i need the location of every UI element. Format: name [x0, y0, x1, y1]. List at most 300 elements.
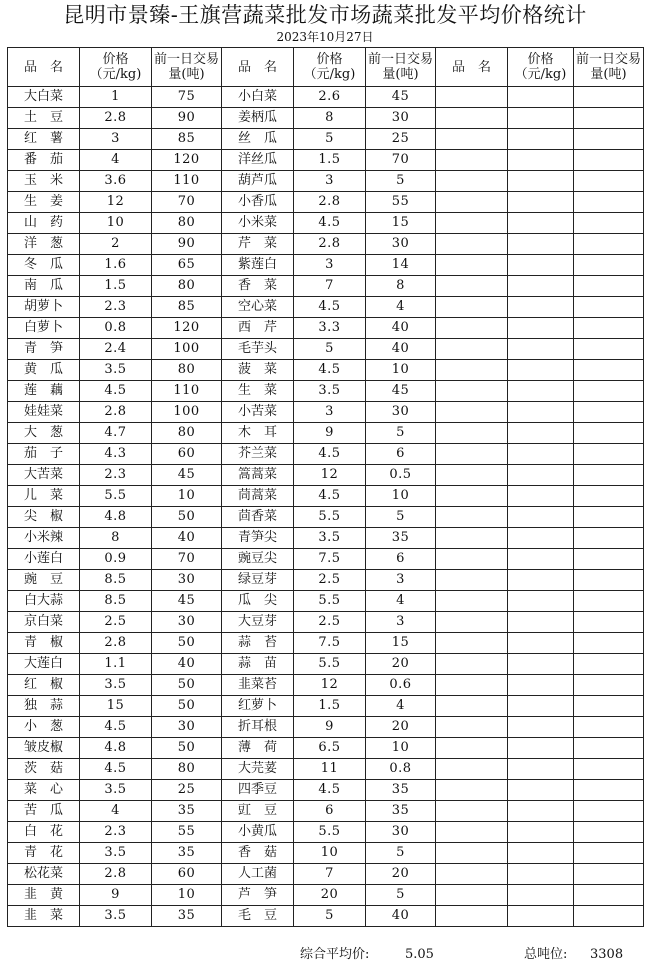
cell-vegetable-name: 毛芋头 — [222, 339, 294, 360]
table-row — [8, 423, 644, 444]
table-row — [8, 150, 644, 171]
cell-vegetable-name — [436, 696, 508, 717]
cell-vegetable-name: 白 花 — [8, 822, 80, 843]
cell-volume — [574, 822, 644, 843]
cell-price: 3.5 — [80, 360, 152, 381]
cell-price — [508, 654, 574, 675]
cell-vegetable-name — [436, 612, 508, 633]
cell-price — [508, 171, 574, 192]
cell-volume: 0.8 — [366, 759, 436, 780]
cell-vegetable-name: 韭菜苔 — [222, 675, 294, 696]
cell-price: 2 — [80, 234, 152, 255]
cell-volume: 45 — [152, 591, 222, 612]
cell-vegetable-name: 折耳根 — [222, 717, 294, 738]
cell-price: 3 — [294, 171, 366, 192]
cell-vegetable-name — [436, 150, 508, 171]
cell-vegetable-name — [436, 423, 508, 444]
cell-price — [508, 255, 574, 276]
cell-volume — [574, 528, 644, 549]
cell-volume — [574, 864, 644, 885]
cell-volume: 55 — [366, 192, 436, 213]
cell-volume: 10 — [366, 738, 436, 759]
table-row — [8, 507, 644, 528]
cell-price: 12 — [80, 192, 152, 213]
cell-volume: 5 — [366, 171, 436, 192]
table-row — [8, 549, 644, 570]
cell-volume — [574, 150, 644, 171]
cell-price — [508, 759, 574, 780]
cell-price — [508, 780, 574, 801]
cell-price — [508, 633, 574, 654]
cell-volume: 90 — [152, 234, 222, 255]
cell-price: 4.5 — [294, 297, 366, 318]
table-row — [8, 255, 644, 276]
cell-price: 3.3 — [294, 318, 366, 339]
cell-vegetable-name — [436, 108, 508, 129]
cell-vegetable-name: 小米菜 — [222, 213, 294, 234]
cell-price: 3.5 — [80, 906, 152, 927]
cell-vegetable-name: 大白菜 — [8, 87, 80, 108]
header-price: 价格（元/kg) — [80, 48, 152, 87]
table-row — [8, 696, 644, 717]
cell-vegetable-name: 洋 葱 — [8, 234, 80, 255]
cell-volume: 65 — [152, 255, 222, 276]
cell-vegetable-name: 豌 豆 — [8, 570, 80, 591]
cell-vegetable-name: 独 蒜 — [8, 696, 80, 717]
cell-vegetable-name — [436, 192, 508, 213]
cell-price — [508, 696, 574, 717]
cell-price: 3 — [294, 402, 366, 423]
table-row — [8, 297, 644, 318]
cell-price: 10 — [80, 213, 152, 234]
table-row — [8, 717, 644, 738]
cell-price: 1.5 — [80, 276, 152, 297]
cell-volume — [574, 801, 644, 822]
cell-price: 10 — [294, 843, 366, 864]
cell-volume: 40 — [366, 318, 436, 339]
cell-vegetable-name: 瓜 尖 — [222, 591, 294, 612]
cell-price: 6.5 — [294, 738, 366, 759]
cell-vegetable-name: 娃娃菜 — [8, 402, 80, 423]
cell-volume: 35 — [366, 780, 436, 801]
table-row — [8, 780, 644, 801]
cell-volume: 40 — [152, 654, 222, 675]
cell-price: 1.5 — [294, 150, 366, 171]
cell-price — [508, 465, 574, 486]
cell-price: 3 — [294, 255, 366, 276]
cell-price: 2.8 — [294, 234, 366, 255]
cell-volume — [574, 276, 644, 297]
cell-volume — [574, 885, 644, 906]
cell-vegetable-name — [436, 906, 508, 927]
cell-price — [508, 402, 574, 423]
cell-vegetable-name: 紫莲白 — [222, 255, 294, 276]
cell-vegetable-name: 小苦菜 — [222, 402, 294, 423]
cell-vegetable-name — [436, 759, 508, 780]
cell-volume: 80 — [152, 759, 222, 780]
cell-vegetable-name — [436, 864, 508, 885]
table-row — [8, 759, 644, 780]
cell-price: 1.5 — [294, 696, 366, 717]
cell-vegetable-name: 南 瓜 — [8, 276, 80, 297]
cell-price: 3.5 — [80, 780, 152, 801]
cell-price: 2.3 — [80, 297, 152, 318]
cell-price — [508, 801, 574, 822]
cell-vegetable-name: 皱皮椒 — [8, 738, 80, 759]
cell-volume: 35 — [152, 906, 222, 927]
cell-vegetable-name: 洋丝瓜 — [222, 150, 294, 171]
table-row — [8, 108, 644, 129]
cell-vegetable-name — [436, 486, 508, 507]
cell-volume — [574, 234, 644, 255]
cell-vegetable-name: 蒜 苔 — [222, 633, 294, 654]
table-row — [8, 528, 644, 549]
cell-volume: 0.6 — [366, 675, 436, 696]
cell-volume: 45 — [152, 465, 222, 486]
cell-vegetable-name: 尖 椒 — [8, 507, 80, 528]
cell-volume — [574, 318, 644, 339]
report-date: 2023年10月27日 — [276, 30, 374, 44]
header-price: 价格（元/kg) — [508, 48, 574, 87]
cell-volume: 10 — [366, 360, 436, 381]
cell-vegetable-name: 黄 瓜 — [8, 360, 80, 381]
cell-vegetable-name: 小白菜 — [222, 87, 294, 108]
cell-vegetable-name: 香 菜 — [222, 276, 294, 297]
cell-vegetable-name: 山 药 — [8, 213, 80, 234]
cell-vegetable-name — [436, 633, 508, 654]
cell-vegetable-name: 木 耳 — [222, 423, 294, 444]
cell-volume — [574, 675, 644, 696]
cell-vegetable-name — [436, 780, 508, 801]
cell-price: 2.6 — [294, 87, 366, 108]
cell-price — [508, 822, 574, 843]
cell-volume — [574, 360, 644, 381]
table-row — [8, 234, 644, 255]
table-row — [8, 675, 644, 696]
cell-volume: 35 — [152, 801, 222, 822]
cell-vegetable-name — [436, 549, 508, 570]
cell-volume — [574, 381, 644, 402]
cell-price: 8 — [294, 108, 366, 129]
cell-volume: 45 — [366, 381, 436, 402]
cell-price: 2.3 — [80, 822, 152, 843]
cell-volume: 75 — [152, 87, 222, 108]
cell-volume — [574, 129, 644, 150]
cell-volume — [574, 465, 644, 486]
cell-volume: 40 — [366, 339, 436, 360]
cell-volume — [574, 297, 644, 318]
cell-vegetable-name: 玉 米 — [8, 171, 80, 192]
table-row — [8, 129, 644, 150]
header-name: 品 名 — [222, 48, 294, 87]
cell-volume: 20 — [366, 654, 436, 675]
cell-volume — [574, 192, 644, 213]
cell-price: 2.8 — [80, 108, 152, 129]
cell-vegetable-name — [436, 885, 508, 906]
cell-vegetable-name: 小香瓜 — [222, 192, 294, 213]
cell-volume — [574, 213, 644, 234]
cell-price — [508, 444, 574, 465]
cell-price: 9 — [80, 885, 152, 906]
cell-volume: 100 — [152, 339, 222, 360]
cell-vegetable-name — [436, 528, 508, 549]
cell-vegetable-name: 茄 子 — [8, 444, 80, 465]
cell-vegetable-name: 篙蒿菜 — [222, 465, 294, 486]
cell-vegetable-name: 空心菜 — [222, 297, 294, 318]
cell-volume: 6 — [366, 549, 436, 570]
cell-volume: 4 — [366, 591, 436, 612]
cell-price — [508, 129, 574, 150]
cell-volume: 50 — [152, 675, 222, 696]
table-body — [8, 87, 644, 927]
cell-price — [508, 528, 574, 549]
cell-volume: 80 — [152, 213, 222, 234]
cell-price — [508, 738, 574, 759]
table-row — [8, 885, 644, 906]
cell-vegetable-name: 莲 藕 — [8, 381, 80, 402]
cell-price — [508, 885, 574, 906]
cell-volume — [574, 759, 644, 780]
cell-price — [508, 192, 574, 213]
cell-volume: 5 — [366, 885, 436, 906]
header-volume: 前一日交易量(吨) — [152, 48, 222, 87]
cell-volume: 80 — [152, 360, 222, 381]
cell-price — [508, 675, 574, 696]
header-volume: 前一日交易量(吨) — [366, 48, 436, 87]
cell-price — [508, 381, 574, 402]
table-row — [8, 738, 644, 759]
cell-volume: 100 — [152, 402, 222, 423]
cell-price — [508, 612, 574, 633]
cell-price: 2.3 — [80, 465, 152, 486]
cell-volume — [574, 423, 644, 444]
cell-price: 0.9 — [80, 549, 152, 570]
cell-volume: 60 — [152, 864, 222, 885]
cell-volume — [574, 654, 644, 675]
cell-vegetable-name — [436, 381, 508, 402]
table-row — [8, 906, 644, 927]
cell-price: 4.5 — [294, 486, 366, 507]
cell-price: 4 — [80, 801, 152, 822]
cell-volume: 30 — [366, 402, 436, 423]
cell-price: 5.5 — [294, 654, 366, 675]
cell-price: 5.5 — [294, 822, 366, 843]
cell-vegetable-name: 茨 菇 — [8, 759, 80, 780]
cell-volume — [574, 255, 644, 276]
cell-vegetable-name: 大芫荽 — [222, 759, 294, 780]
cell-vegetable-name — [436, 507, 508, 528]
cell-volume: 30 — [152, 717, 222, 738]
cell-volume — [574, 717, 644, 738]
table-row — [8, 864, 644, 885]
table-row — [8, 339, 644, 360]
cell-vegetable-name — [436, 591, 508, 612]
cell-vegetable-name: 红萝卜 — [222, 696, 294, 717]
total-tonnage-value: 3308 — [590, 947, 624, 962]
cell-price — [508, 423, 574, 444]
cell-volume — [574, 696, 644, 717]
cell-price: 2.5 — [80, 612, 152, 633]
cell-vegetable-name: 生 菜 — [222, 381, 294, 402]
cell-volume — [574, 339, 644, 360]
cell-vegetable-name — [436, 339, 508, 360]
header-name: 品 名 — [436, 48, 508, 87]
cell-volume: 30 — [152, 570, 222, 591]
cell-vegetable-name: 菜 心 — [8, 780, 80, 801]
cell-volume — [574, 507, 644, 528]
cell-volume — [574, 591, 644, 612]
cell-volume: 60 — [152, 444, 222, 465]
cell-volume: 50 — [152, 633, 222, 654]
cell-price: 20 — [294, 885, 366, 906]
cell-vegetable-name: 番 茄 — [8, 150, 80, 171]
cell-volume: 40 — [152, 528, 222, 549]
cell-vegetable-name: 胡萝卜 — [8, 297, 80, 318]
cell-price: 6 — [294, 801, 366, 822]
table-row — [8, 801, 644, 822]
cell-volume: 0.5 — [366, 465, 436, 486]
cell-volume: 90 — [152, 108, 222, 129]
table-row — [8, 276, 644, 297]
cell-price: 12 — [294, 675, 366, 696]
cell-vegetable-name — [436, 87, 508, 108]
cell-price: 7 — [294, 864, 366, 885]
cell-volume: 80 — [152, 423, 222, 444]
cell-volume — [574, 570, 644, 591]
cell-vegetable-name: 松花菜 — [8, 864, 80, 885]
table-row — [8, 591, 644, 612]
cell-price: 4.7 — [80, 423, 152, 444]
table-row — [8, 822, 644, 843]
cell-price — [508, 87, 574, 108]
cell-vegetable-name: 菠 菜 — [222, 360, 294, 381]
table-row — [8, 633, 644, 654]
cell-vegetable-name: 青 笋 — [8, 339, 80, 360]
cell-price — [508, 486, 574, 507]
cell-volume: 30 — [366, 822, 436, 843]
cell-vegetable-name — [436, 276, 508, 297]
cell-vegetable-name: 小黄瓜 — [222, 822, 294, 843]
cell-price: 5 — [294, 906, 366, 927]
cell-vegetable-name — [436, 129, 508, 150]
cell-price: 5.5 — [294, 591, 366, 612]
cell-volume: 10 — [366, 486, 436, 507]
cell-price: 8.5 — [80, 570, 152, 591]
cell-price: 2.8 — [80, 633, 152, 654]
cell-price: 3.5 — [80, 675, 152, 696]
cell-price — [508, 150, 574, 171]
cell-vegetable-name — [436, 801, 508, 822]
cell-price: 4.3 — [80, 444, 152, 465]
cell-volume: 80 — [152, 276, 222, 297]
cell-vegetable-name: 小米辣 — [8, 528, 80, 549]
cell-price: 8 — [80, 528, 152, 549]
table-row — [8, 465, 644, 486]
cell-vegetable-name — [436, 465, 508, 486]
cell-price: 2.5 — [294, 612, 366, 633]
cell-price: 15 — [80, 696, 152, 717]
cell-price: 3.5 — [80, 843, 152, 864]
cell-price — [508, 360, 574, 381]
cell-volume — [574, 612, 644, 633]
table-row — [8, 570, 644, 591]
cell-price — [508, 297, 574, 318]
header-volume: 前一日交易量(吨) — [574, 48, 644, 87]
cell-volume: 120 — [152, 318, 222, 339]
cell-price: 2.5 — [294, 570, 366, 591]
cell-volume: 70 — [152, 549, 222, 570]
cell-vegetable-name — [436, 570, 508, 591]
price-table — [7, 47, 644, 927]
table-row — [8, 843, 644, 864]
cell-vegetable-name: 薄 荷 — [222, 738, 294, 759]
cell-vegetable-name — [436, 444, 508, 465]
cell-vegetable-name — [436, 213, 508, 234]
cell-price: 1.1 — [80, 654, 152, 675]
cell-volume: 10 — [152, 486, 222, 507]
cell-volume: 30 — [366, 234, 436, 255]
cell-vegetable-name: 韭 菜 — [8, 906, 80, 927]
cell-vegetable-name: 生 姜 — [8, 192, 80, 213]
cell-price: 3.6 — [80, 171, 152, 192]
cell-vegetable-name — [436, 255, 508, 276]
cell-price: 7.5 — [294, 633, 366, 654]
cell-vegetable-name: 芥兰菜 — [222, 444, 294, 465]
cell-volume: 120 — [152, 150, 222, 171]
cell-vegetable-name: 姜柄瓜 — [222, 108, 294, 129]
cell-price: 8.5 — [80, 591, 152, 612]
cell-vegetable-name: 白萝卜 — [8, 318, 80, 339]
cell-vegetable-name: 丝 瓜 — [222, 129, 294, 150]
table-row — [8, 192, 644, 213]
cell-volume: 4 — [366, 297, 436, 318]
cell-volume: 4 — [366, 696, 436, 717]
cell-volume — [574, 87, 644, 108]
cell-volume: 25 — [366, 129, 436, 150]
cell-price — [508, 843, 574, 864]
cell-volume: 50 — [152, 696, 222, 717]
cell-price: 1.6 — [80, 255, 152, 276]
cell-volume — [574, 402, 644, 423]
header-row — [8, 48, 644, 87]
cell-volume: 30 — [366, 108, 436, 129]
cell-price: 4.5 — [80, 717, 152, 738]
cell-price — [508, 276, 574, 297]
cell-vegetable-name: 青 花 — [8, 843, 80, 864]
cell-volume — [574, 780, 644, 801]
cell-vegetable-name: 韭 黄 — [8, 885, 80, 906]
avg-price-value: 5.05 — [405, 947, 434, 962]
cell-price: 3 — [80, 129, 152, 150]
cell-vegetable-name: 茼蒿菜 — [222, 486, 294, 507]
cell-price: 7.5 — [294, 549, 366, 570]
cell-vegetable-name: 芹 菜 — [222, 234, 294, 255]
cell-volume — [574, 906, 644, 927]
cell-vegetable-name: 小莲白 — [8, 549, 80, 570]
cell-volume: 85 — [152, 129, 222, 150]
cell-vegetable-name — [436, 171, 508, 192]
cell-volume — [574, 738, 644, 759]
cell-vegetable-name — [436, 738, 508, 759]
cell-vegetable-name — [436, 654, 508, 675]
cell-vegetable-name: 茴香菜 — [222, 507, 294, 528]
cell-price: 4.5 — [294, 780, 366, 801]
cell-vegetable-name: 芦 笋 — [222, 885, 294, 906]
cell-price: 5 — [294, 129, 366, 150]
table-row — [8, 444, 644, 465]
cell-price: 2.8 — [80, 402, 152, 423]
cell-vegetable-name — [436, 318, 508, 339]
